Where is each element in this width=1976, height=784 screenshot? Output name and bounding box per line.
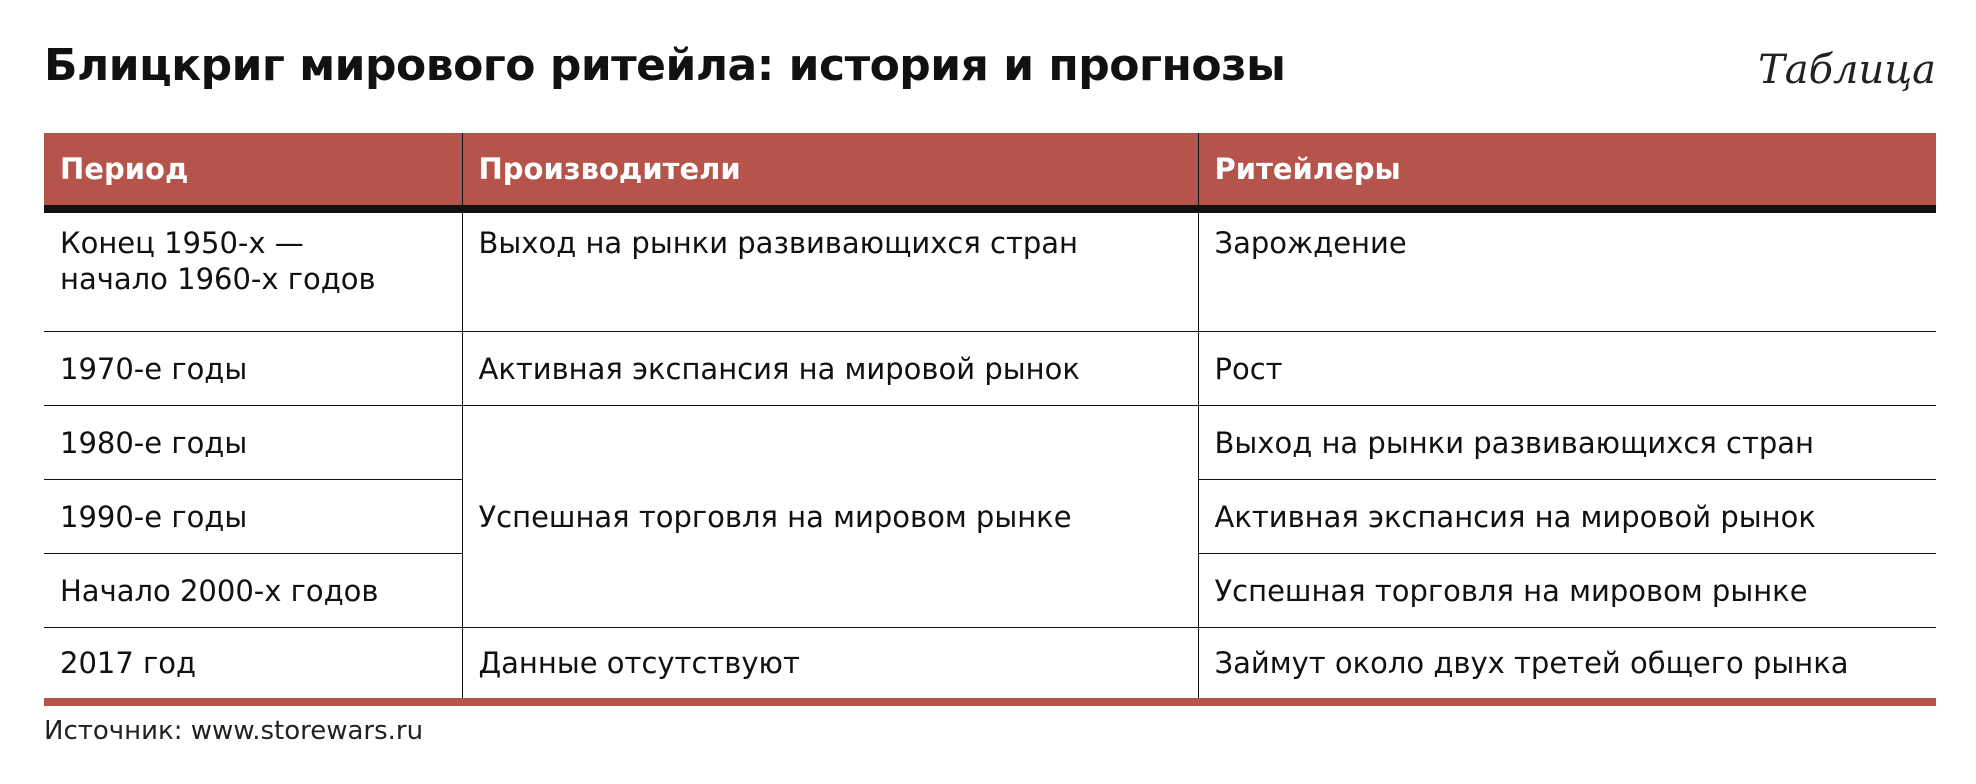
table-title: Блицкриг мирового ритейла: история и прогнозы — [44, 40, 1286, 91]
header-retailers: Ритейлеры — [1198, 133, 1936, 209]
cell-retailers: Рост — [1198, 332, 1936, 406]
cell-retailers: Успешная торговля на мировом рынке — [1198, 554, 1936, 628]
cell-period: 2017 год — [44, 628, 462, 703]
cell-period: Конец 1950-х — начало 1960-х годов — [44, 209, 462, 332]
cell-period: 1990-е годы — [44, 480, 462, 554]
cell-retailers: Выход на рынки развивающихся стран — [1198, 406, 1936, 480]
cell-period: 1980-е годы — [44, 406, 462, 480]
cell-retailers: Активная экспансия на мировой рынок — [1198, 480, 1936, 554]
header-row — [44, 133, 1936, 209]
cell-retailers: Займут около двух третей общего рынка — [1198, 628, 1936, 703]
table-row — [44, 332, 1936, 406]
table-row — [44, 406, 1936, 480]
cell-producers-merged: Успешная торговля на мировом рынке — [462, 406, 1198, 628]
header-period: Период — [44, 133, 462, 209]
cell-producers: Данные отсутствуют — [462, 628, 1198, 703]
cell-period: 1970-е годы — [44, 332, 462, 406]
table-row — [44, 209, 1936, 332]
source-note: Источник: www.storewars.ru — [44, 716, 424, 746]
cell-period: Начало 2000-х годов — [44, 554, 462, 628]
table-label: Таблица — [1758, 47, 1936, 93]
header-producers: Производители — [462, 133, 1198, 209]
cell-producers: Выход на рынки развивающихся стран — [462, 209, 1198, 332]
data-table — [44, 133, 1936, 706]
cell-producers: Активная экспансия на мировой рынок — [462, 332, 1198, 406]
table-row — [44, 628, 1936, 703]
cell-retailers: Зарождение — [1198, 209, 1936, 332]
